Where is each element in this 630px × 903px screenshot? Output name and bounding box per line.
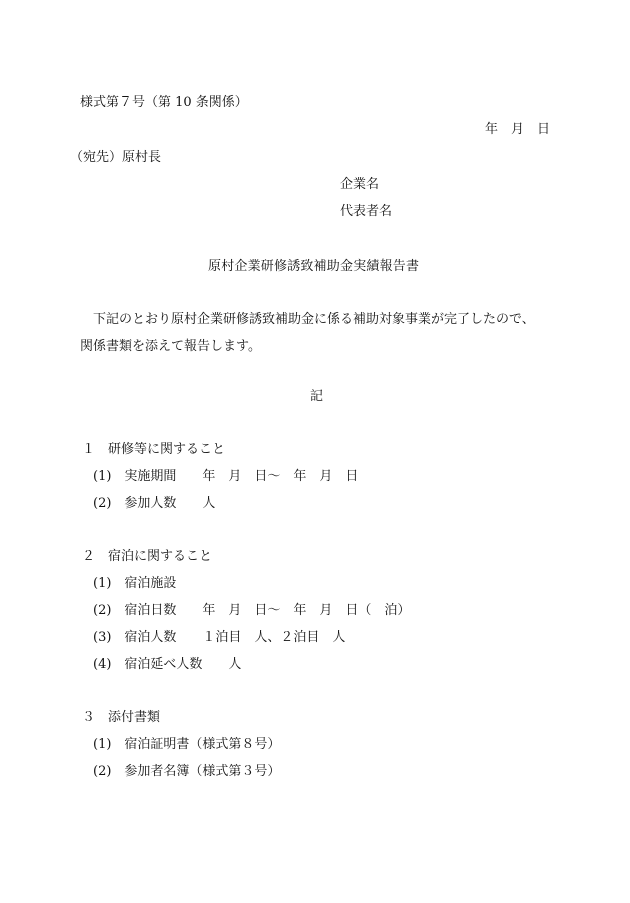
section-item-lodging-days: (2) 宿泊日数 年 月 日～ 年 月 日（ 泊） (93, 603, 411, 618)
ki-heading: 記 (310, 389, 324, 404)
body-text-line-2: 関係書類を添えて報告します。 (80, 339, 261, 354)
form-number: 様式第７号（第 10 条関係） (80, 95, 248, 110)
section-heading-attachments: ３ 添付書類 (82, 710, 161, 725)
company-name-label: 企業名 (340, 177, 380, 192)
section-item-total-guest-nights: (4) 宿泊延べ人数 人 (93, 657, 242, 672)
section-item-lodging-certificate: (1) 宿泊証明書（様式第８号） (93, 737, 281, 752)
body-text-line-1: 下記のとおり原村企業研修誘致補助金に係る補助対象事業が完了したので、 (93, 312, 535, 327)
section-item-participant-count: (2) 参加人数 人 (93, 496, 216, 511)
section-item-lodging-facility: (1) 宿泊施設 (93, 576, 177, 591)
representative-name-label: 代表者名 (340, 204, 393, 219)
date-line: 年 月 日 (485, 122, 551, 137)
addressee: （宛先）原村長 (70, 150, 162, 165)
section-item-lodging-guests: (3) 宿泊人数 １泊目 人、２泊目 人 (93, 630, 346, 645)
section-heading-training: １ 研修等に関すること (82, 442, 226, 457)
section-item-participant-list: (2) 参加者名簿（様式第３号） (93, 764, 281, 779)
section-item-implementation-period: (1) 実施期間 年 月 日～ 年 月 日 (93, 469, 359, 484)
document-title: 原村企業研修誘致補助金実績報告書 (208, 259, 420, 274)
section-heading-lodging: ２ 宿泊に関すること (82, 549, 213, 564)
